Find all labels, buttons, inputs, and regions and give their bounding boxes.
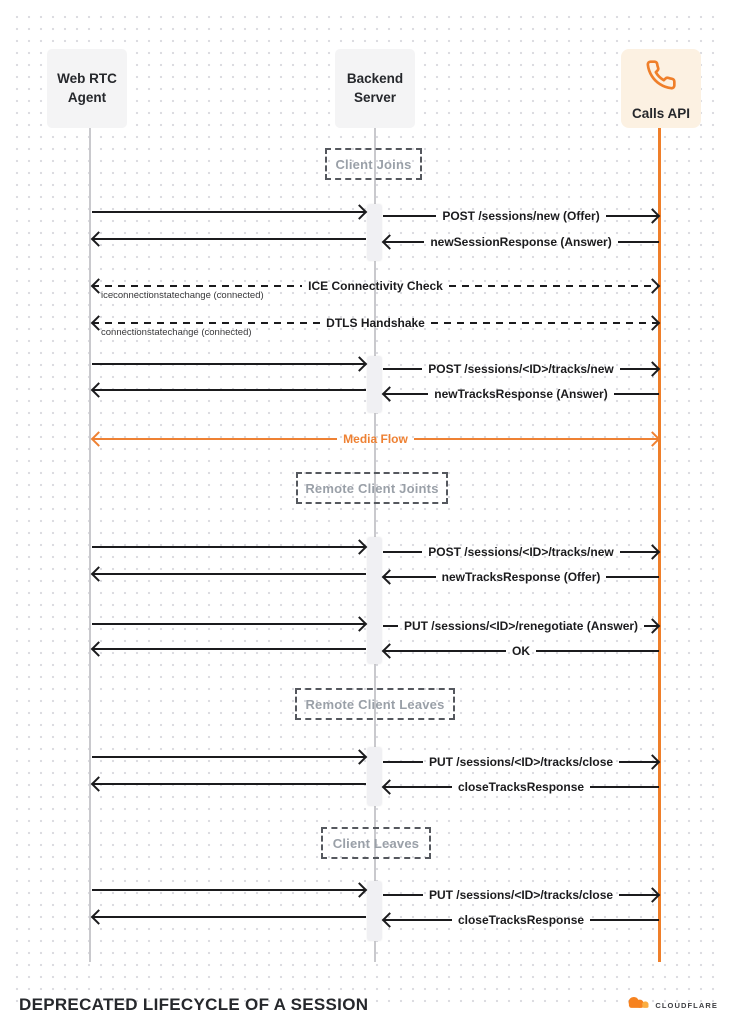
- section-label: Remote Client Leaves: [305, 696, 445, 712]
- message-arrow: [383, 754, 659, 770]
- message-label: POST /sessions/<ID>/tracks/new: [428, 545, 614, 559]
- actor-calls-api: [621, 49, 701, 128]
- message-label: DTLS Handshake: [326, 316, 425, 330]
- cloudflare-logo: [624, 994, 718, 1017]
- message-line: [92, 616, 366, 632]
- message-label: newTracksResponse (Offer): [441, 570, 601, 584]
- lifeline-web-rtc-agent: [89, 128, 91, 962]
- message-line: [92, 566, 366, 582]
- message-line: [92, 641, 366, 657]
- section-client-leaves: [321, 827, 431, 859]
- activation-bar: [367, 537, 382, 664]
- message-arrow: [383, 544, 659, 560]
- activation-bar: [367, 747, 382, 806]
- message-line: [92, 382, 366, 398]
- cloudflare-cloud-icon: [624, 994, 651, 1017]
- message-line: [92, 776, 366, 792]
- message-line: [92, 231, 366, 247]
- message-line: [92, 204, 366, 220]
- activation-bar: [367, 204, 382, 261]
- message-arrow: [383, 887, 659, 903]
- activation-bar: [367, 881, 382, 941]
- actor-backend-server: [335, 49, 415, 128]
- message-line: [92, 539, 366, 555]
- actor-label: Web RTC: [57, 71, 117, 87]
- message-arrow: [383, 386, 659, 402]
- message-arrow: [383, 912, 659, 928]
- section-client-joins: [325, 148, 422, 180]
- actor-web-rtc-agent: [47, 49, 127, 128]
- message-arrow: [383, 208, 659, 224]
- page-title: DEPRECATED LIFECYCLE OF A SESSION: [19, 995, 369, 1014]
- message-label: ICE Connectivity Check: [308, 279, 443, 293]
- message-arrow: [383, 618, 659, 634]
- message-label: closeTracksResponse: [457, 780, 585, 794]
- media-flow-arrow: [92, 431, 659, 447]
- message-label: POST /sessions/<ID>/tracks/new: [428, 362, 614, 376]
- actor-label: Backend: [346, 71, 404, 87]
- message-line: [92, 882, 366, 898]
- section-label: Remote Client Joints: [305, 480, 439, 496]
- section-label: Client Joins: [335, 156, 412, 172]
- message-line: [92, 909, 366, 925]
- cloudflare-wordmark: CLOUDFLARE: [655, 1001, 718, 1010]
- message-arrow: [383, 569, 659, 585]
- phone-icon: [645, 59, 677, 96]
- actor-label: Server: [353, 89, 397, 105]
- message-label: PUT /sessions/<ID>/renegotiate (Answer): [403, 619, 639, 633]
- actor-label: Calls API: [631, 106, 691, 122]
- message-label: newSessionResponse (Answer): [430, 235, 612, 249]
- message-arrow: [383, 234, 659, 250]
- message-arrow: [383, 643, 659, 659]
- message-line: [92, 749, 366, 765]
- message-label: closeTracksResponse: [457, 913, 585, 927]
- activation-bar: [367, 356, 382, 413]
- message-label: POST /sessions/new (Offer): [442, 209, 600, 223]
- message-line: [92, 356, 366, 372]
- section-remote-client-joints: [296, 472, 448, 504]
- message-arrow: [383, 361, 659, 377]
- actor-label: Agent: [67, 89, 107, 105]
- message-label: PUT /sessions/<ID>/tracks/close: [428, 888, 614, 902]
- message-arrow: [383, 779, 659, 795]
- message-label: newTracksResponse (Answer): [434, 387, 608, 401]
- section-label: Client Leaves: [332, 835, 420, 851]
- event-label: connectionstatechange (connected): [101, 327, 252, 338]
- message-label: OK: [512, 644, 530, 658]
- section-remote-client-leaves: [295, 688, 455, 720]
- message-label: Media Flow: [343, 432, 408, 446]
- message-label: PUT /sessions/<ID>/tracks/close: [428, 755, 614, 769]
- event-label: iceconnectionstatechange (connected): [101, 290, 264, 301]
